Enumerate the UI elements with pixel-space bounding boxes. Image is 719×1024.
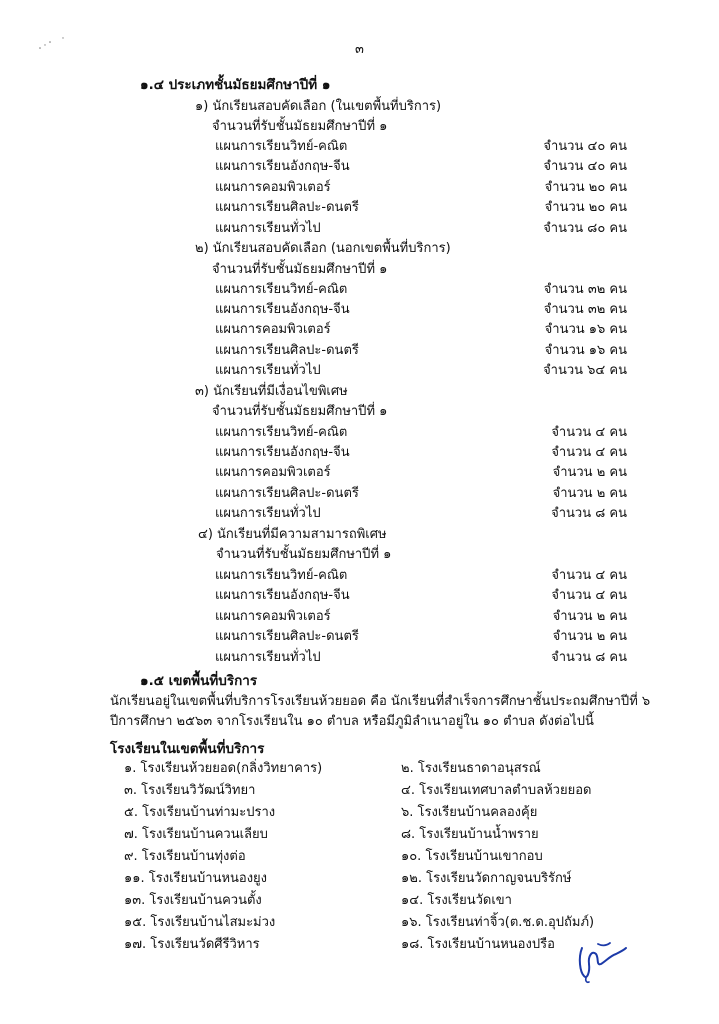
table-row — [215, 464, 627, 482]
program-count: จำนวน ๔ คน — [551, 445, 627, 460]
program-name: แผนการเรียนทั่วไป — [215, 650, 321, 665]
program-name: แผนการเรียนอังกฤษ-จีน — [215, 302, 350, 317]
group-3-title: ๓) นักเรียนที่มีเงื่อนไขพิเศษ — [195, 384, 348, 399]
program-count: จำนวน ๘ คน — [551, 650, 627, 665]
program-name: แผนการเรียนอังกฤษ-จีน — [215, 588, 350, 603]
list-item: ๑๖. โรงเรียนท่าจิ้ว(ต.ช.ด.อุปถัมภ์) — [401, 915, 595, 930]
program-count: จำนวน ๖๔ คน — [543, 363, 627, 378]
section-1-5-title: ๑.๕ เขตพื้นที่บริการ — [140, 673, 258, 689]
program-name: แผนการเรียนอังกฤษ-จีน — [215, 159, 350, 174]
program-name: แผนการเรียนศิลปะ-ดนตรี — [215, 200, 359, 215]
table-row — [215, 587, 627, 605]
program-name: แผนการเรียนวิทย์-คณิต — [215, 568, 348, 583]
group-2-subtitle: จำนวนที่รับชั้นมัธยมศึกษาปีที่ ๑ — [212, 262, 388, 277]
table-row — [215, 179, 627, 197]
table-row — [215, 138, 627, 156]
table-row — [215, 485, 627, 503]
program-count: จำนวน ๑๖ คน — [544, 343, 627, 358]
group-4-subtitle: จำนวนที่รับชั้นมัธยมศึกษาปีที่ ๑ — [216, 547, 392, 562]
program-name: แผนการเรียนวิทย์-คณิต — [215, 139, 348, 154]
list-item: ๘. โรงเรียนบ้านน้ำพราย — [401, 827, 539, 842]
program-name: แผนการคอมพิวเตอร์ — [215, 609, 331, 624]
list-item: ๖. โรงเรียนบ้านคลองคุ้ย — [401, 805, 538, 820]
paragraph-line-2: ปีการศึกษา ๒๕๖๓ จากโรงเรียนใน ๑๐ ตำบล หรือมีภูมิลำเนาอยู่ใน ๑๐ ตำบล ดังต่อไปนี้ — [110, 714, 594, 729]
table-row — [215, 505, 627, 523]
list-item: ๗. โรงเรียนบ้านควนเลียบ — [124, 827, 268, 842]
list-item: ๑๑. โรงเรียนบ้านหนองยูง — [124, 871, 268, 886]
program-count: จำนวน ๑๖ คน — [544, 322, 627, 337]
table-row — [215, 321, 627, 339]
program-name: แผนการคอมพิวเตอร์ — [215, 465, 331, 480]
service-area-paragraph — [110, 692, 651, 732]
program-name: แผนการคอมพิวเตอร์ — [215, 322, 331, 337]
table-row — [215, 199, 627, 217]
group-1-title: ๑) นักเรียนสอบคัดเลือก (ในเขตพื้นที่บริการ) — [195, 99, 442, 114]
program-name: แผนการเรียนทั่วไป — [215, 506, 321, 521]
table-row — [215, 158, 627, 176]
handwritten-signature — [568, 928, 630, 984]
program-count: จำนวน ๓๒ คน — [543, 302, 627, 317]
program-count: จำนวน ๒ คน — [552, 486, 627, 501]
program-count: จำนวน ๒ คน — [552, 629, 627, 644]
list-item: ๑. โรงเรียนห้วยยอด(กลิ่งวิทยาคาร) — [124, 761, 323, 776]
page-number: ๓ — [355, 42, 364, 57]
program-count: จำนวน ๘๐ คน — [543, 221, 627, 236]
table-row — [215, 281, 627, 299]
program-count: จำนวน ๓๒ คน — [543, 282, 627, 297]
program-count: จำนวน ๒๐ คน — [544, 200, 627, 215]
list-item: ๑๔. โรงเรียนวัดเขา — [401, 893, 512, 908]
table-row — [215, 608, 627, 626]
program-count: จำนวน ๘ คน — [551, 506, 627, 521]
program-name: แผนการเรียนอังกฤษ-จีน — [215, 445, 350, 460]
list-item: ๔. โรงเรียนเทศบาลตำบลห้วยยอด — [401, 783, 592, 798]
paragraph-line-1: นักเรียนอยู่ในเขตพื้นที่บริการโรงเรียนห้วยยอด คือ นักเรียนที่สำเร็จการศึกษาชั้นประถมศึกษาปีที่ ๖ — [110, 694, 651, 709]
program-name: แผนการคอมพิวเตอร์ — [215, 180, 331, 195]
group-2-title: ๒) นักเรียนสอบคัดเลือก (นอกเขตพื้นที่บริการ) — [195, 241, 451, 256]
section-1-4-title: ๑.๔ ประเภทชั้นมัธยมศึกษาปีที่ ๑ — [140, 77, 331, 93]
schools-heading: โรงเรียนในเขตพื้นที่บริการ — [110, 741, 265, 757]
program-name: แผนการเรียนศิลปะ-ดนตรี — [215, 486, 359, 501]
program-name: แผนการเรียนวิทย์-คณิต — [215, 282, 348, 297]
program-name: แผนการเรียนศิลปะ-ดนตรี — [215, 629, 359, 644]
list-item: ๑๐. โรงเรียนบ้านเขากอบ — [401, 849, 543, 864]
list-item: ๒. โรงเรียนธาดาอนุสรณ์ — [401, 761, 541, 776]
list-item: ๕. โรงเรียนบ้านท่ามะปราง — [124, 805, 276, 820]
list-item: ๓. โรงเรียนวิวัฒน์วิทยา — [124, 783, 256, 798]
list-item: ๑๓. โรงเรียนบ้านควนตั้ง — [124, 893, 262, 908]
program-count: จำนวน ๔ คน — [551, 425, 627, 440]
program-count: จำนวน ๔ คน — [551, 588, 627, 603]
list-item: ๑๘. โรงเรียนบ้านหนองปรือ — [401, 937, 555, 952]
program-name: แผนการเรียนทั่วไป — [215, 221, 321, 236]
table-row — [215, 220, 627, 238]
program-count: จำนวน ๔ คน — [551, 568, 627, 583]
table-row — [215, 424, 627, 442]
table-row — [215, 649, 627, 667]
list-item: ๑๕. โรงเรียนบ้านไสมะม่วง — [124, 915, 276, 930]
list-item: ๑๒. โรงเรียนวัดกาญจนบริรักษ์ — [401, 871, 572, 886]
program-name: แผนการเรียนวิทย์-คณิต — [215, 425, 348, 440]
table-row — [215, 444, 627, 462]
program-count: จำนวน ๒ คน — [552, 465, 627, 480]
list-item: ๙. โรงเรียนบ้านทุ่งต่อ — [124, 849, 246, 864]
list-item: ๑๗. โรงเรียนวัดศีรีวิหาร — [124, 937, 260, 952]
table-row — [215, 301, 627, 319]
program-count: จำนวน ๒ คน — [552, 609, 627, 624]
table-row — [215, 628, 627, 646]
group-1-subtitle: จำนวนที่รับชั้นมัธยมศึกษาปีที่ ๑ — [212, 119, 388, 134]
program-count: จำนวน ๔๐ คน — [543, 139, 627, 154]
table-row — [215, 362, 627, 380]
table-row — [215, 567, 627, 585]
group-4-title: ๔) นักเรียนที่มีความสามารถพิเศษ — [198, 527, 387, 542]
program-count: จำนวน ๔๐ คน — [543, 159, 627, 174]
program-name: แผนการเรียนทั่วไป — [215, 363, 321, 378]
program-count: จำนวน ๒๐ คน — [544, 180, 627, 195]
program-name: แผนการเรียนศิลปะ-ดนตรี — [215, 343, 359, 358]
group-3-subtitle: จำนวนที่รับชั้นมัธยมศึกษาปีที่ ๑ — [212, 404, 388, 419]
table-row — [215, 342, 627, 360]
